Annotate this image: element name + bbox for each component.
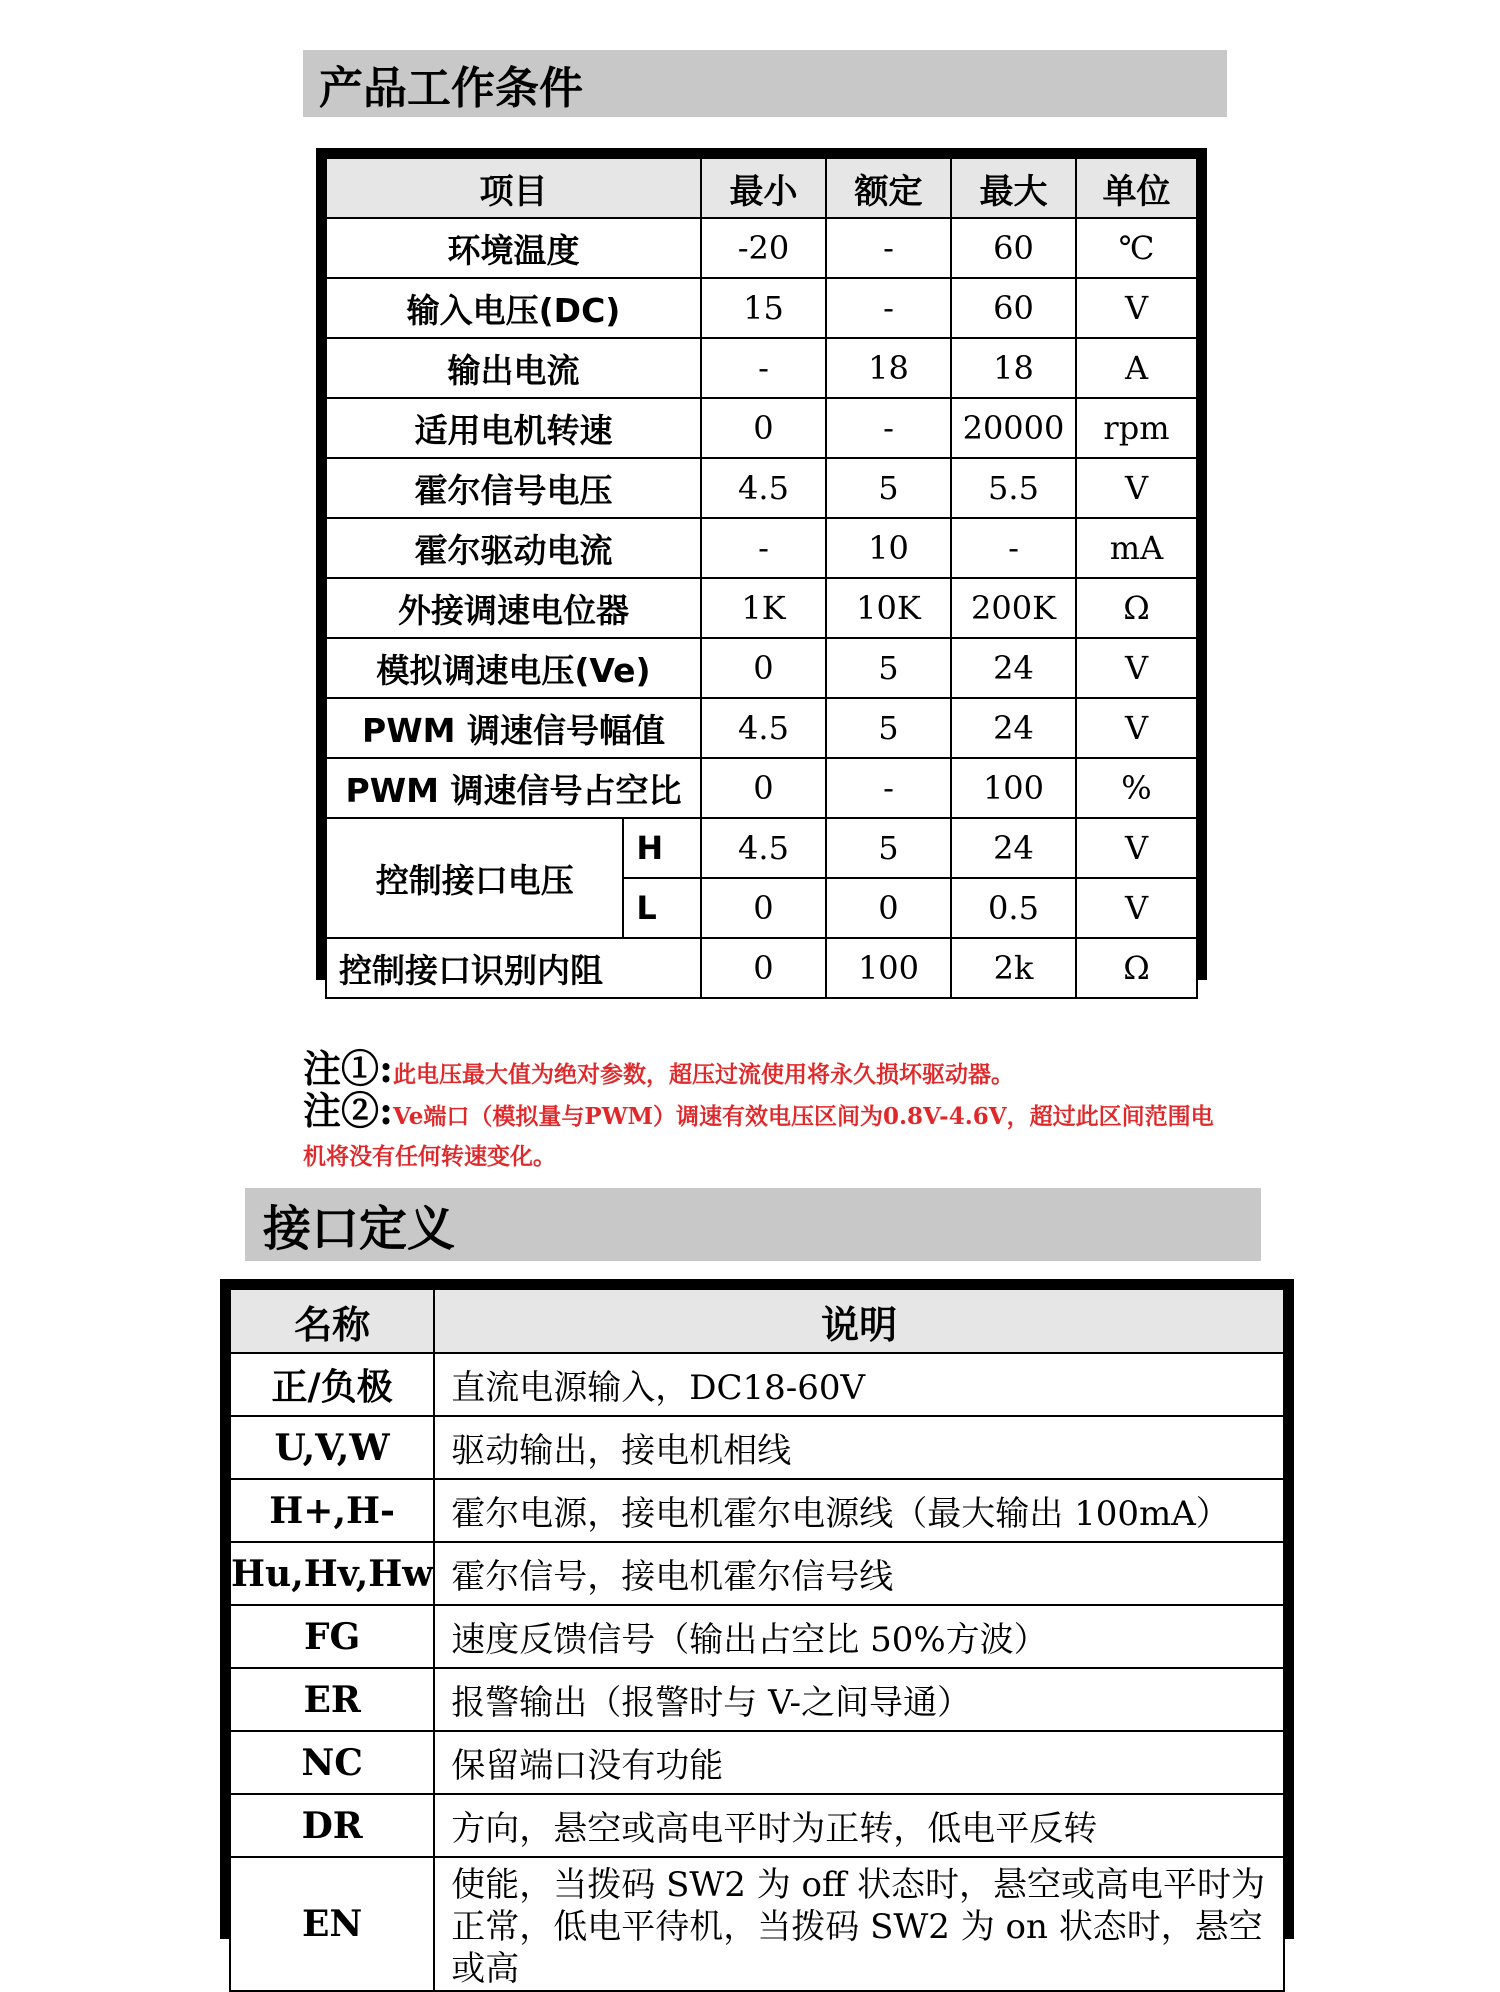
row-unit: V [1076, 278, 1197, 338]
table-row [326, 938, 1197, 998]
row-unit: V [1076, 818, 1197, 878]
terminal-description: 霍尔信号，接电机霍尔信号线 [434, 1542, 1284, 1605]
row-max: 20000 [951, 398, 1076, 458]
operating-conditions-table [325, 157, 1198, 999]
row-unit: A [1076, 338, 1197, 398]
table-row [326, 818, 1197, 878]
row-max: 5.5 [951, 458, 1076, 518]
row-min: 4.5 [701, 698, 826, 758]
row-rated: 5 [826, 458, 951, 518]
row-item: PWM 调速信号占空比 [326, 758, 701, 818]
header-description: 说明 [434, 1289, 1284, 1353]
terminal-name: Hu,Hv,Hw [230, 1542, 434, 1605]
row-min: 0 [701, 878, 826, 938]
row-rated: - [826, 758, 951, 818]
table-row [326, 638, 1197, 698]
table-row [230, 1857, 1284, 1991]
row-rated: 100 [826, 938, 951, 998]
row-unit: Ω [1076, 578, 1197, 638]
table-row [326, 218, 1197, 278]
note-1-text: 此电压最大值为绝对参数，超压过流使用将永久损坏驱动器。 [393, 1061, 1015, 1088]
row-item: 输入电压(DC) [326, 278, 701, 338]
row-max: 200K [951, 578, 1076, 638]
row-unit: V [1076, 698, 1197, 758]
row-unit: V [1076, 638, 1197, 698]
level-high-label: H [623, 818, 701, 878]
row-min: 0 [701, 938, 826, 998]
row-unit: V [1076, 458, 1197, 518]
row-rated: 18 [826, 338, 951, 398]
header-min: 最小 [701, 158, 826, 218]
table-row [230, 1353, 1284, 1416]
table-row [230, 1542, 1284, 1605]
row-max: 24 [951, 698, 1076, 758]
header-max: 最大 [951, 158, 1076, 218]
control-voltage-item: 控制接口电压 [326, 818, 623, 938]
terminal-name: U,V,W [230, 1416, 434, 1479]
note-2-label: 注②: [303, 1088, 394, 1133]
row-item: 模拟调速电压(Ve) [326, 638, 701, 698]
table-header-row [230, 1289, 1284, 1353]
row-unit: rpm [1076, 398, 1197, 458]
table-header-row [326, 158, 1197, 218]
row-min: -20 [701, 218, 826, 278]
row-rated: 5 [826, 818, 951, 878]
row-rated: 5 [826, 638, 951, 698]
row-item: 控制接口识别内阻 [326, 938, 701, 998]
row-item: 外接调速电位器 [326, 578, 701, 638]
table-row [230, 1416, 1284, 1479]
row-min: 0 [701, 398, 826, 458]
row-max: 18 [951, 338, 1076, 398]
row-item: PWM 调速信号幅值 [326, 698, 701, 758]
table-row [326, 458, 1197, 518]
row-max: 0.5 [951, 878, 1076, 938]
table-row [326, 578, 1197, 638]
row-max: 24 [951, 818, 1076, 878]
row-max: 100 [951, 758, 1076, 818]
terminal-name: ER [230, 1668, 434, 1731]
row-rated: - [826, 278, 951, 338]
row-min: 1K [701, 578, 826, 638]
interface-definition-heading [245, 1188, 1261, 1261]
header-name: 名称 [230, 1289, 434, 1353]
table-row [326, 518, 1197, 578]
row-unit: V [1076, 878, 1197, 938]
operating-conditions-table-frame [316, 148, 1207, 990]
header-unit: 单位 [1076, 158, 1197, 218]
note-1 [303, 1038, 1223, 1093]
terminal-name: EN [230, 1857, 434, 1991]
row-max: 2k [951, 938, 1076, 998]
terminal-description: 霍尔电源，接电机霍尔电源线（最大输出 100mA） [434, 1479, 1284, 1542]
table-row [230, 1668, 1284, 1731]
row-item: 霍尔驱动电流 [326, 518, 701, 578]
terminal-description: 速度反馈信号（输出占空比 50%方波） [434, 1605, 1284, 1668]
row-item: 环境温度 [326, 218, 701, 278]
table-row [230, 1605, 1284, 1668]
terminal-description: 直流电源输入，DC18-60V [434, 1353, 1284, 1416]
row-rated: 10K [826, 578, 951, 638]
terminal-description: 报警输出（报警时与 V-之间导通） [434, 1668, 1284, 1731]
terminal-description: 方向，悬空或高电平时为正转，低电平反转 [434, 1794, 1284, 1857]
table-row [230, 1731, 1284, 1794]
table-row [230, 1794, 1284, 1857]
operating-conditions-heading [303, 50, 1227, 117]
row-min: - [701, 338, 826, 398]
row-max: - [951, 518, 1076, 578]
row-min: 4.5 [701, 818, 826, 878]
row-item: 适用电机转速 [326, 398, 701, 458]
row-rated: 0 [826, 878, 951, 938]
interface-definition-table [229, 1288, 1285, 1992]
terminal-name: 正/负极 [230, 1353, 434, 1416]
row-rated: 10 [826, 518, 951, 578]
terminal-name: FG [230, 1605, 434, 1668]
interface-table-frame [220, 1279, 1294, 1989]
row-unit: mA [1076, 518, 1197, 578]
level-low-label: L [623, 878, 701, 938]
table-row [326, 698, 1197, 758]
row-unit: ℃ [1076, 218, 1197, 278]
terminal-name: DR [230, 1794, 434, 1857]
row-min: 4.5 [701, 458, 826, 518]
row-max: 60 [951, 278, 1076, 338]
note-1-label: 注①: [303, 1046, 394, 1091]
terminal-name: NC [230, 1731, 434, 1794]
row-unit: % [1076, 758, 1197, 818]
row-rated: - [826, 398, 951, 458]
row-unit: Ω [1076, 938, 1197, 998]
table-row [230, 1479, 1284, 1542]
row-min: 15 [701, 278, 826, 338]
row-min: 0 [701, 758, 826, 818]
header-rated: 额定 [826, 158, 951, 218]
header-item: 项目 [326, 158, 701, 218]
row-item: 霍尔信号电压 [326, 458, 701, 518]
terminal-name: H+,H- [230, 1479, 434, 1542]
row-max: 60 [951, 218, 1076, 278]
interface-definition-title: 接口定义 [263, 1201, 456, 1257]
note-2-text: Ve端口（模拟量与PWM）调速有效电压区间为0.8V-4.6V，超过此区间范围电机将没有任何转速变化。 [303, 1103, 1214, 1170]
terminal-description: 使能，当拨码 SW2 为 off 状态时，悬空或高电平时为正常，低电平待机，当拨码 SW2 为 on 状态时，悬空或高 [434, 1857, 1284, 1991]
row-rated: 5 [826, 698, 951, 758]
table-row [326, 278, 1197, 338]
row-item: 输出电流 [326, 338, 701, 398]
row-min: - [701, 518, 826, 578]
table-row [326, 398, 1197, 458]
row-min: 0 [701, 638, 826, 698]
table-row [326, 338, 1197, 398]
row-rated: - [826, 218, 951, 278]
operating-conditions-title: 产品工作条件 [319, 62, 583, 114]
note-2 [303, 1088, 1223, 1178]
table-row [326, 758, 1197, 818]
row-max: 24 [951, 638, 1076, 698]
terminal-description: 驱动输出，接电机相线 [434, 1416, 1284, 1479]
terminal-description: 保留端口没有功能 [434, 1731, 1284, 1794]
